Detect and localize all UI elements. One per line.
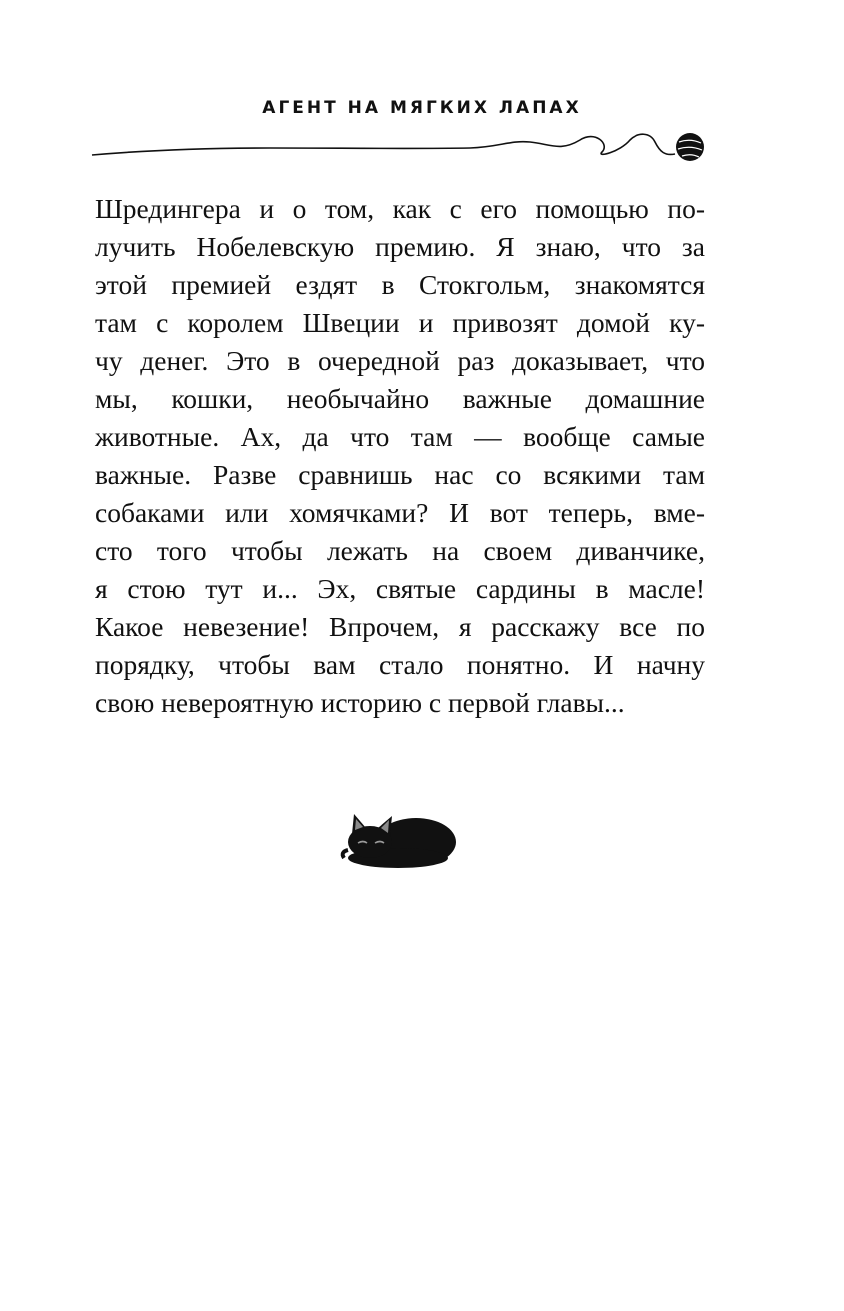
text-line: сто того чтобы лежать на своем диванчике,: [95, 535, 705, 566]
sleeping-cat-icon: [336, 806, 460, 870]
text-line: порядку, чтобы вам стало понятно. И начну: [95, 649, 705, 680]
text-line: этой премией ездят в Стокгольм, знакомятся: [95, 269, 705, 300]
yarn-ball-icon: [676, 133, 704, 161]
text-line: Шредингера и о том, как с его помощью по-: [95, 193, 705, 224]
text-line: чу денег. Это в очередной раз доказывает, что: [95, 345, 705, 376]
text-line: важные. Разве сравнишь нас со всякими там: [95, 459, 705, 490]
text-line: там с королем Швеции и привозят домой ку-: [95, 307, 705, 338]
text-line: собаками или хомячками? И вот теперь, вме-: [95, 497, 705, 528]
text-line: лучить Нобелевскую премию. Я знаю, что за: [95, 231, 705, 262]
text-line: животные. Ах, да что там — вообще самые: [95, 421, 705, 452]
page-body-text: [95, 190, 705, 722]
text-line: мы, кошки, необычайно важные домашние: [95, 383, 705, 414]
yarn-thread-rule: [90, 118, 710, 168]
running-title: АГЕНТ НА МЯГКИХ ЛАПАХ: [262, 98, 582, 118]
text-line: я стою тут и... Эх, святые сардины в масле!: [95, 573, 705, 604]
text-line: Какое невезение! Впрочем, я расскажу все по: [95, 611, 705, 642]
text-line: свою невероятную историю с первой главы...: [95, 687, 625, 718]
